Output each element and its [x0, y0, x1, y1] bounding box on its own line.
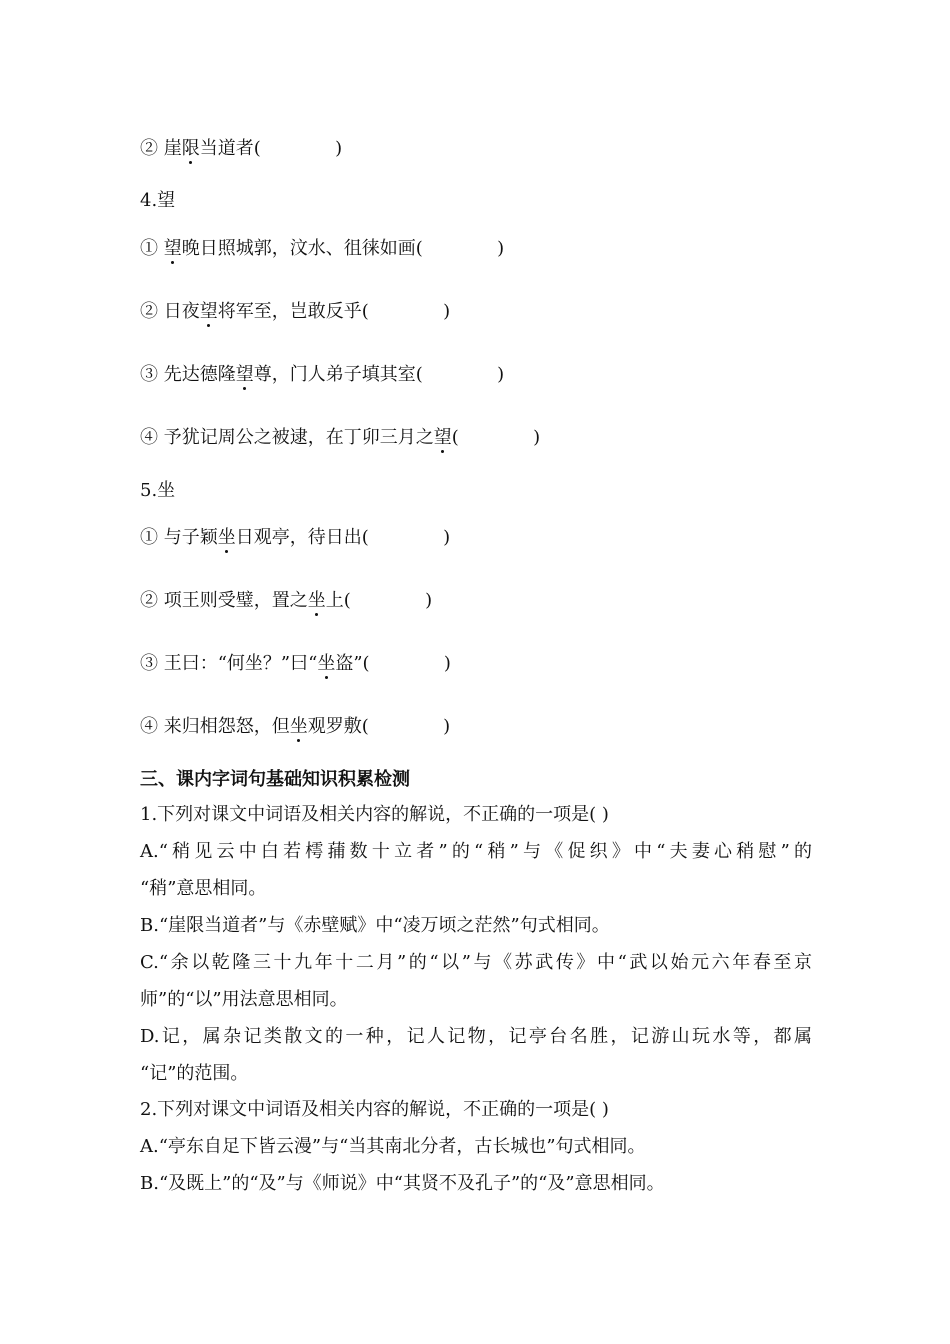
- question-1-option-b: B.“崖限当道者”与《赤壁赋》中“凌万顷之茫然”句式相同。: [140, 915, 610, 936]
- line-text-answer-blank: 尊，门人弟子填其室( ): [253, 364, 505, 385]
- word-heading-text: 5.坐: [140, 480, 176, 501]
- word-heading-text: 4.望: [140, 190, 176, 211]
- emphasized-char: 限: [181, 138, 200, 159]
- line-text-answer-blank: 将军至，岂敢反乎( ): [217, 301, 451, 322]
- item-line-4: [140, 363, 812, 387]
- line-text: ② 崖: [140, 138, 182, 159]
- line-text-answer-blank: 观罗敷( ): [307, 716, 451, 737]
- question-1-option-d: D.记，属杂记类散文的一种，记人记物，记亭台名胜，记游山玩水等，都属: [140, 1026, 812, 1047]
- item-line-2: [140, 237, 812, 261]
- emphasized-char: 坐: [307, 590, 326, 611]
- line-text: ② 日夜: [140, 301, 200, 322]
- line-text: ③ 先达德隆: [140, 364, 236, 385]
- item-line-1: [140, 137, 812, 161]
- item-line-9: [140, 715, 812, 739]
- question-1-option-c-cont: 师”的“以”用法意思相同。: [140, 989, 348, 1010]
- emphasized-char: 望: [235, 364, 254, 385]
- line-text-answer-blank: ( ): [451, 427, 541, 448]
- emphasized-char: 望: [433, 427, 452, 448]
- item-line-7: [140, 589, 812, 613]
- emphasized-char: 坐: [289, 716, 308, 737]
- item-line-8: [140, 652, 812, 676]
- line-text-answer-blank: 当道者( ): [199, 138, 343, 159]
- line-text: ④ 予犹记周公之被逮，在丁卯三月之: [140, 427, 434, 448]
- question-1-option-a: A.“稍见云中白若樗蒱数十立者”的“稍”与《促织》中“夫妻心稍慰”的: [140, 841, 812, 862]
- line-text-answer-blank: 盗”( ): [335, 653, 451, 674]
- question-2-option-b: B.“及既上”的“及”与《师说》中“其贤不及孔子”的“及”意思相同。: [140, 1173, 665, 1194]
- question-1-option-d-cont: “记”的范围。: [140, 1063, 249, 1084]
- line-text-answer-blank: 日观亭，待日出( ): [235, 527, 451, 548]
- section-title: 三、课内字词句基础知识积累检测: [140, 769, 410, 790]
- question-2-option-a: A.“亭东自足下皆云漫”与“当其南北分者，古长城也”句式相同。: [140, 1136, 646, 1157]
- item-line-3: [140, 300, 812, 324]
- line-text: ①: [140, 238, 164, 259]
- emphasized-char: 坐: [217, 527, 236, 548]
- line-text: ② 项王则受璧，置之: [140, 590, 308, 611]
- line-text-answer-blank: 晚日照城郭，汶水、徂徕如画( ): [181, 238, 505, 259]
- question-1-option-a-cont: “稍”意思相同。: [140, 878, 267, 899]
- question-1-stem: 1.下列对课文中词语及相关内容的解说，不正确的一项是( ): [140, 804, 609, 825]
- emphasized-char: 望: [163, 238, 182, 259]
- line-text: ④ 来归相怨怒，但: [140, 716, 290, 737]
- emphasized-char: 坐: [317, 653, 336, 674]
- emphasized-char: 望: [199, 301, 218, 322]
- word-heading-wang: [140, 189, 812, 213]
- word-heading-zuo: [140, 479, 812, 503]
- line-text-answer-blank: 上( ): [325, 590, 433, 611]
- line-text: ① 与子颖: [140, 527, 218, 548]
- question-1-option-c: C.“余以乾隆三十九年十二月”的“以”与《苏武传》中“武以始元六年春至京: [140, 952, 812, 973]
- item-line-6: [140, 526, 812, 550]
- question-2-stem: 2.下列对课文中词语及相关内容的解说，不正确的一项是( ): [140, 1099, 609, 1120]
- line-text: ③ 王曰：“何坐？”曰“: [140, 653, 318, 674]
- item-line-5: [140, 426, 812, 450]
